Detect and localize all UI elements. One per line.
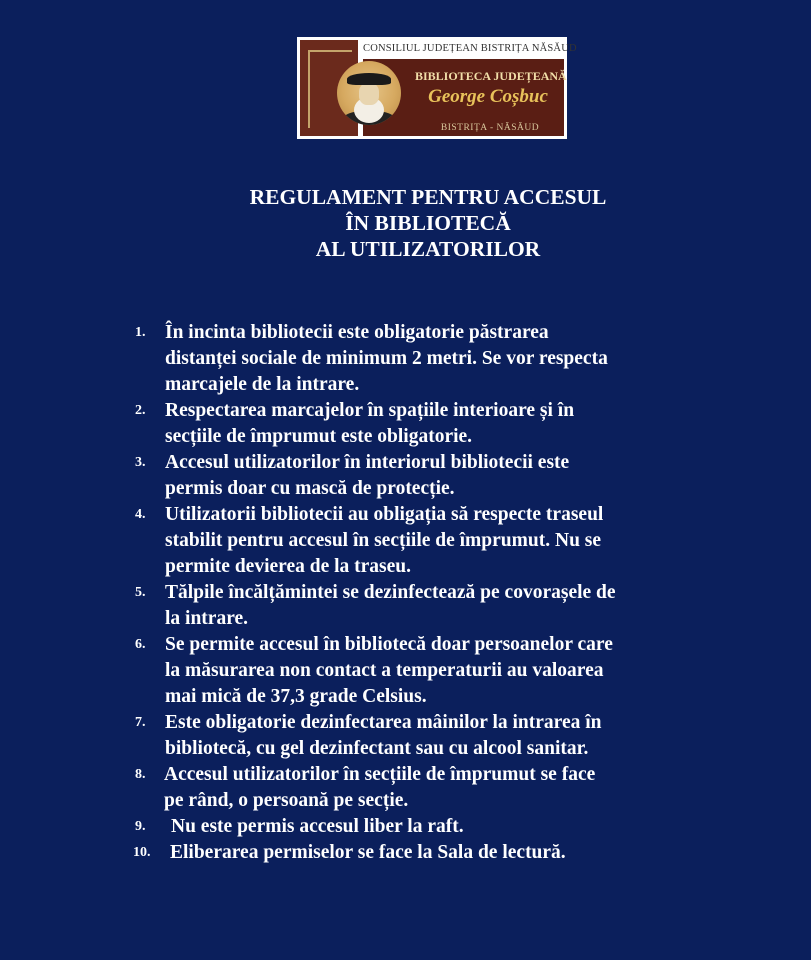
rule-number: 5. (135, 585, 146, 600)
rule-number: 6. (135, 637, 146, 652)
rule-text (170, 840, 730, 866)
rule-item (0, 502, 811, 580)
rule-text-line: Utilizatorii bibliotecii au obligația să respecte traseul (165, 504, 604, 525)
library-logo (297, 37, 577, 139)
page-title (0, 184, 811, 262)
rule-number: 1. (135, 325, 146, 340)
rule-number: 4. (135, 507, 146, 522)
rule-item (0, 398, 811, 450)
portrait-image (337, 61, 401, 125)
logo-city-text: BISTRIȚA - NĂSĂUD (440, 123, 540, 133)
rule-text-line: Respectarea marcajelor în spațiile interioare și în (165, 400, 575, 421)
rule-text (165, 398, 725, 450)
rule-text-line: Este obligatorie dezinfectarea mâinilor la intrarea în (165, 712, 602, 733)
title-line-1: REGULAMENT PENTRU ACCESUL (249, 185, 607, 209)
rule-number: 10. (133, 845, 151, 860)
rule-text (165, 580, 725, 632)
rule-text-line: permite devierea de la traseu. (165, 556, 412, 577)
rule-number: 8. (135, 767, 146, 782)
rule-text-line: Accesul utilizatorilor în interiorul bibliotecii este (165, 452, 570, 473)
rule-text-line: stabilit pentru accesul în secțiile de împrumut. Nu se (165, 530, 602, 551)
rule-item (0, 762, 811, 814)
rule-number: 3. (135, 455, 146, 470)
rule-text-line: la măsurarea non contact a temperaturii au valoarea (165, 660, 604, 681)
rule-text-line: pe rând, o persoană pe secție. (164, 790, 409, 811)
rule-text (165, 632, 725, 710)
rule-item (0, 840, 811, 866)
rule-text (165, 502, 725, 580)
logo-council-text: CONSILIUL JUDEȚEAN BISTRIȚA NĂSĂUD (363, 43, 577, 54)
rule-text-line: permis doar cu mască de protecție. (165, 478, 455, 499)
rule-text-line: Accesul utilizatorilor în secțiile de împrumut se face (164, 764, 596, 785)
rule-text (165, 710, 725, 762)
rule-text-line: la intrare. (165, 608, 249, 629)
rule-text-line: Se permite accesul în bibliotecă doar persoanelor care (165, 634, 613, 655)
rule-text (171, 814, 731, 840)
rule-number: 2. (135, 403, 146, 418)
logo-name-text: George Coșbuc (428, 86, 548, 107)
rule-text-line: bibliotecă, cu gel dezinfectant sau cu alcool sanitar. (165, 738, 589, 759)
logo-library-text: BIBLIOTECA JUDEȚEANĂ (415, 69, 567, 83)
rule-text-line: distanței sociale de minimum 2 metri. Se vor respecta (165, 348, 608, 369)
rule-text-line: În incinta bibliotecii este obligatorie păstrarea (165, 322, 549, 343)
rule-text-line: Nu este permis accesul liber la raft. (171, 816, 464, 837)
rule-number: 7. (135, 715, 146, 730)
rule-text-line: Eliberarea permiselor se face la Sala de lectură. (170, 842, 566, 863)
rule-text (165, 320, 725, 398)
rule-item (0, 632, 811, 710)
rule-item (0, 580, 811, 632)
rule-item (0, 320, 811, 398)
rule-item (0, 710, 811, 762)
title-line-3: AL UTILIZATORILOR (315, 237, 541, 261)
rule-text-line: secțiile de împrumut este obligatorie. (165, 426, 473, 447)
rule-text-line: mai mică de 37,3 grade Celsius. (165, 686, 427, 707)
rule-text (165, 450, 725, 502)
title-line-2: ÎN BIBLIOTECĂ (345, 211, 511, 235)
rule-text (164, 762, 724, 814)
rule-text-line: marcajele de la intrare. (165, 374, 360, 395)
rule-item (0, 814, 811, 840)
rule-text-line: Tălpile încălțămintei se dezinfectează pe covorașele de (165, 582, 616, 603)
rule-item (0, 450, 811, 502)
rule-number: 9. (135, 819, 146, 834)
